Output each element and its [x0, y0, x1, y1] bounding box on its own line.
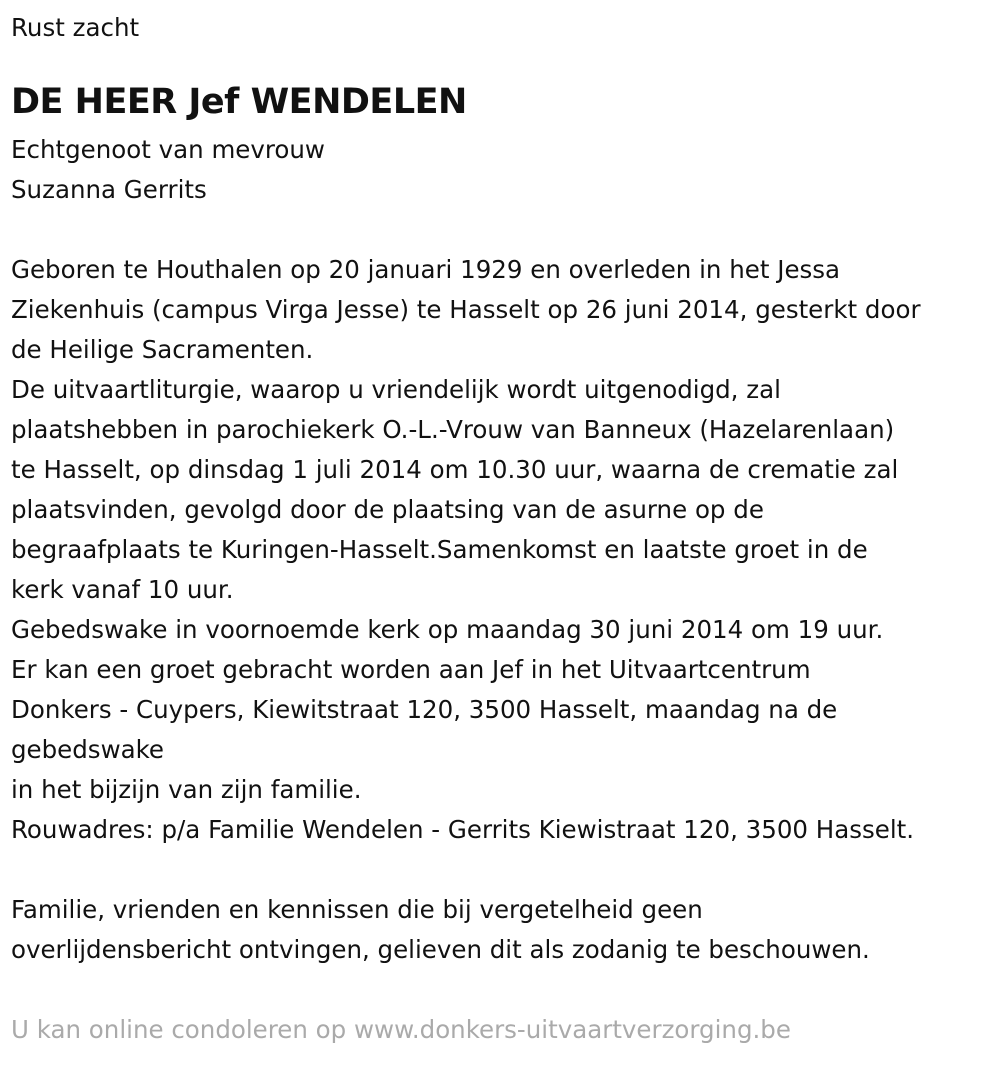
body-line: De uitvaartliturgie, waarop u vriendelijk wordt uitgenodigd, zal [11, 375, 781, 404]
greeting-text: Rust zacht [11, 13, 140, 42]
condolence-footer: U kan online condoleren op www.donkers-uitvaartverzorging.be [11, 1015, 791, 1044]
spouse-block [11, 130, 991, 210]
body-line: Er kan een groet gebracht worden aan Jef in het Uitvaartcentrum [11, 655, 811, 684]
body-line: in het bijzijn van zijn familie. [11, 775, 362, 804]
notice-line: overlijdensbericht ontvingen, gelieven dit als zodanig te beschouwen. [11, 935, 870, 964]
body-line: Donkers - Cuypers, Kiewitstraat 120, 3500 Hasselt, maandag na de [11, 695, 838, 724]
notice-block [11, 890, 991, 970]
body-line: gebedswake [11, 735, 165, 764]
body-line: Ziekenhuis (campus Virga Jesse) te Hasselt op 26 juni 2014, gesterkt door [11, 295, 921, 324]
body-line: te Hasselt, op dinsdag 1 juli 2014 om 10.30 uur, waarna de crematie zal [11, 455, 899, 484]
body-line: begraafplaats te Kuringen-Hasselt.Samenkomst en laatste groet in de [11, 535, 868, 564]
body-line: Rouwadres: p/a Familie Wendelen - Gerrits Kiewistraat 120, 3500 Hasselt. [11, 815, 915, 844]
obituary-notice [11, 8, 991, 1050]
body-line: plaatsvinden, gevolgd door de plaatsing van de asurne op de [11, 495, 764, 524]
body-line: plaatshebben in parochiekerk O.-L.-Vrouw van Banneux (Hazelarenlaan) [11, 415, 895, 444]
body-line: Geboren te Houthalen op 20 januari 1929 en overleden in het Jessa [11, 255, 841, 284]
deceased-name: DE HEER Jef WENDELEN [11, 82, 467, 122]
body-line: kerk vanaf 10 uur. [11, 575, 234, 604]
body-line: de Heilige Sacramenten. [11, 335, 314, 364]
obituary-body [11, 250, 991, 850]
body-line: Gebedswake in voornoemde kerk op maandag 30 juni 2014 om 19 uur. [11, 615, 884, 644]
spouse-line: Suzanna Gerrits [11, 175, 207, 204]
spouse-line: Echtgenoot van mevrouw [11, 135, 325, 164]
notice-line: Familie, vrienden en kennissen die bij vergetelheid geen [11, 895, 703, 924]
